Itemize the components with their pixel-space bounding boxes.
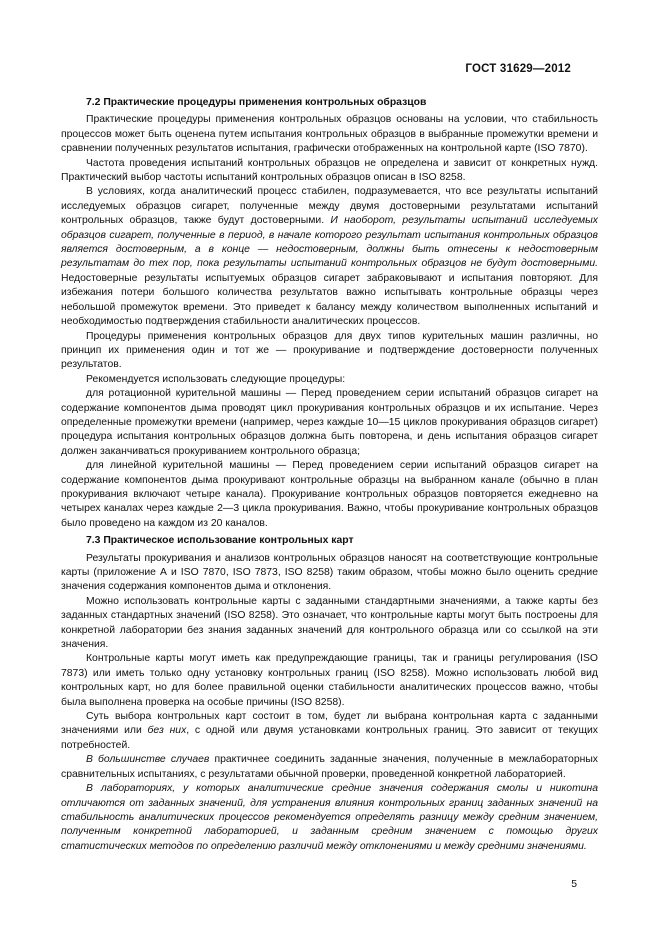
- paragraph: [61, 113, 598, 156]
- document-body: [61, 96, 598, 854]
- section-heading-7-3: 7.3 Практическое использование контрольных карт: [86, 535, 354, 547]
- paragraph: [61, 710, 598, 753]
- document-code: ГОСТ 31629—2012: [465, 63, 571, 75]
- text-run: практичнее соединить заданные значения, полученные в межлабораторных сравнительных испытаниях, с результатами обычной проверки, проведенной конкретной лабораторией.: [61, 754, 598, 780]
- text-run: Можно использовать контрольные карты с заданными стандартными значениями, а также карты без заданных стандартных значений (ISO 8258). Это означает, что контрольные карты могут быть построены для конкретной лаборатории без знания заданных значений для контрольного образца или со ссылкой на эти значения.: [61, 595, 598, 651]
- italic-text-run: В лабораториях, у которых аналитические средние значения содержания смолы и никотина отличаются от заданных значений, для устранения влияния контрольных границ заданных значений на стабильность аналитических процессов рекомендуется определять разницу между средним значением, полученным конкретной лабораторией, и заданным средним значением с помощью других статистических методов по определению различий между отклонениями и между средними значениями.: [61, 783, 598, 852]
- paragraph: [61, 330, 598, 373]
- text-run: Результаты прокуривания и анализов контрольных образцов наносят на соответствующие контрольные карты (приложение А и ISO 7870, ISO 7873, ISO 8258) таким образом, чтобы можно было оценить средние значения содержания компонентов дыма и отклонения.: [61, 552, 598, 593]
- paragraph: [61, 782, 598, 854]
- paragraph: [61, 157, 598, 186]
- italic-text-run: И наоборот, результаты испытаний исследуемых образцов сигарет, полученные в период, в начале которого результат испытания контрольных образцов является достоверным, а в конце — недостоверным, должны быть отнесены к недостоверным результатам до тех пор, пока результаты испытаний контрольных образцов не будут достоверными.: [61, 215, 598, 270]
- paragraph: [61, 459, 598, 531]
- text-run: Практические процедуры применения контрольных образцов основаны на условии, что стабильность процессов может быть оценена путем испытания контрольных образцов в выбранные промежутки времени и сравнении полученных результатов испытания, графически отображенных на контрольной карте (ISO 7870).: [61, 114, 598, 155]
- paragraph: [61, 373, 598, 387]
- italic-text-run: В большинстве случаев: [86, 754, 210, 766]
- text-run: Контрольные карты могут иметь как предупреждающие границы, так и границы регулирования (ISO 7873) или иметь только одну установку контрольных границ (ISO 8258). Можно использовать любой вид контрольных карт, но для более правильной оценки стабильности аналитических процессов важно, чтобы была выполнена проверка на особые причины (ISO 8258).: [61, 653, 598, 708]
- paragraph: [61, 185, 598, 329]
- text-run: для ротационной курительной машины — Перед проведением серии испытаний образцов сигарет на содержание компонентов дыма проводят цикл прокуривания контрольных образцов и их испытание. Через определенные промежутки времени (например, через каждые 10—15 циклов прокуривания образцов сигарет) процедура испытания контрольных образцов должна быть повторена, и день испытания образцов сигарет должен заканчиваться прокуриванием контрольного образца;: [61, 388, 598, 457]
- text-run: В условиях, когда аналитический процесс стабилен, подразумевается, что все результаты испытаний исследуемых образцов сигарет, полученные между двумя достоверными результатами испытаний контрольных образцов, также будут достоверными.: [61, 186, 598, 227]
- text-run: Рекомендуется использовать следующие процедуры:: [86, 373, 346, 385]
- paragraph: [61, 387, 598, 459]
- text-run: , с одной или двумя установками контрольных границ. Это зависит от текущих потребностей.: [61, 725, 599, 751]
- text-run: Процедуры применения контрольных образцов для двух типов курительных машин различны, но принцип их применения один и тот же — прокуривание и подтверждение достоверности полученных результатов.: [61, 330, 598, 371]
- paragraph: [61, 753, 598, 782]
- paragraph: [61, 595, 598, 653]
- section-7-3-body: [61, 552, 598, 855]
- paragraph: [61, 552, 598, 595]
- italic-text-run: без них: [147, 725, 187, 737]
- page-number: 5: [571, 879, 577, 890]
- text-run: Недостоверные результаты испытуемых образцов сигарет забраковывают и испытания повторяют. Для избежания потери большого количества результатов важно испытывать контрольные образцы через небольшой промежуток времени. Это приведет к балансу между количеством выполненных испытаний и необходимостью подтверждения стабильности аналитических процессов.: [61, 272, 598, 328]
- section-7-2-body: [61, 113, 598, 531]
- text-run: Частота проведения испытаний контрольных образцов не определена и зависит от конкретных нужд. Практический выбор частоты испытаний контрольных образцов описан в ISO 8258.: [61, 157, 598, 184]
- text-run: для линейной курительной машины — Перед проведением серии испытаний образцов сигарет на содержание компонентов дыма прокуривают контрольные образцы на выбранном канале (обычно в план прокуривания включают четыре канала). Прокуривание контрольных образцов повторяется ежедневно на четырех каналах через каждые 2—3 цикла прокуривания. Важно, чтобы прокуривание контрольных образцов было проведено на каждом из 20 каналов.: [61, 460, 598, 529]
- section-heading-7-2: 7.2 Практические процедуры применения контрольных образцов: [86, 97, 427, 108]
- paragraph: [61, 652, 598, 710]
- text-run: Суть выбора контрольных карт состоит в том, будет ли выбрана контрольная карта с заданными значениями или: [61, 711, 598, 737]
